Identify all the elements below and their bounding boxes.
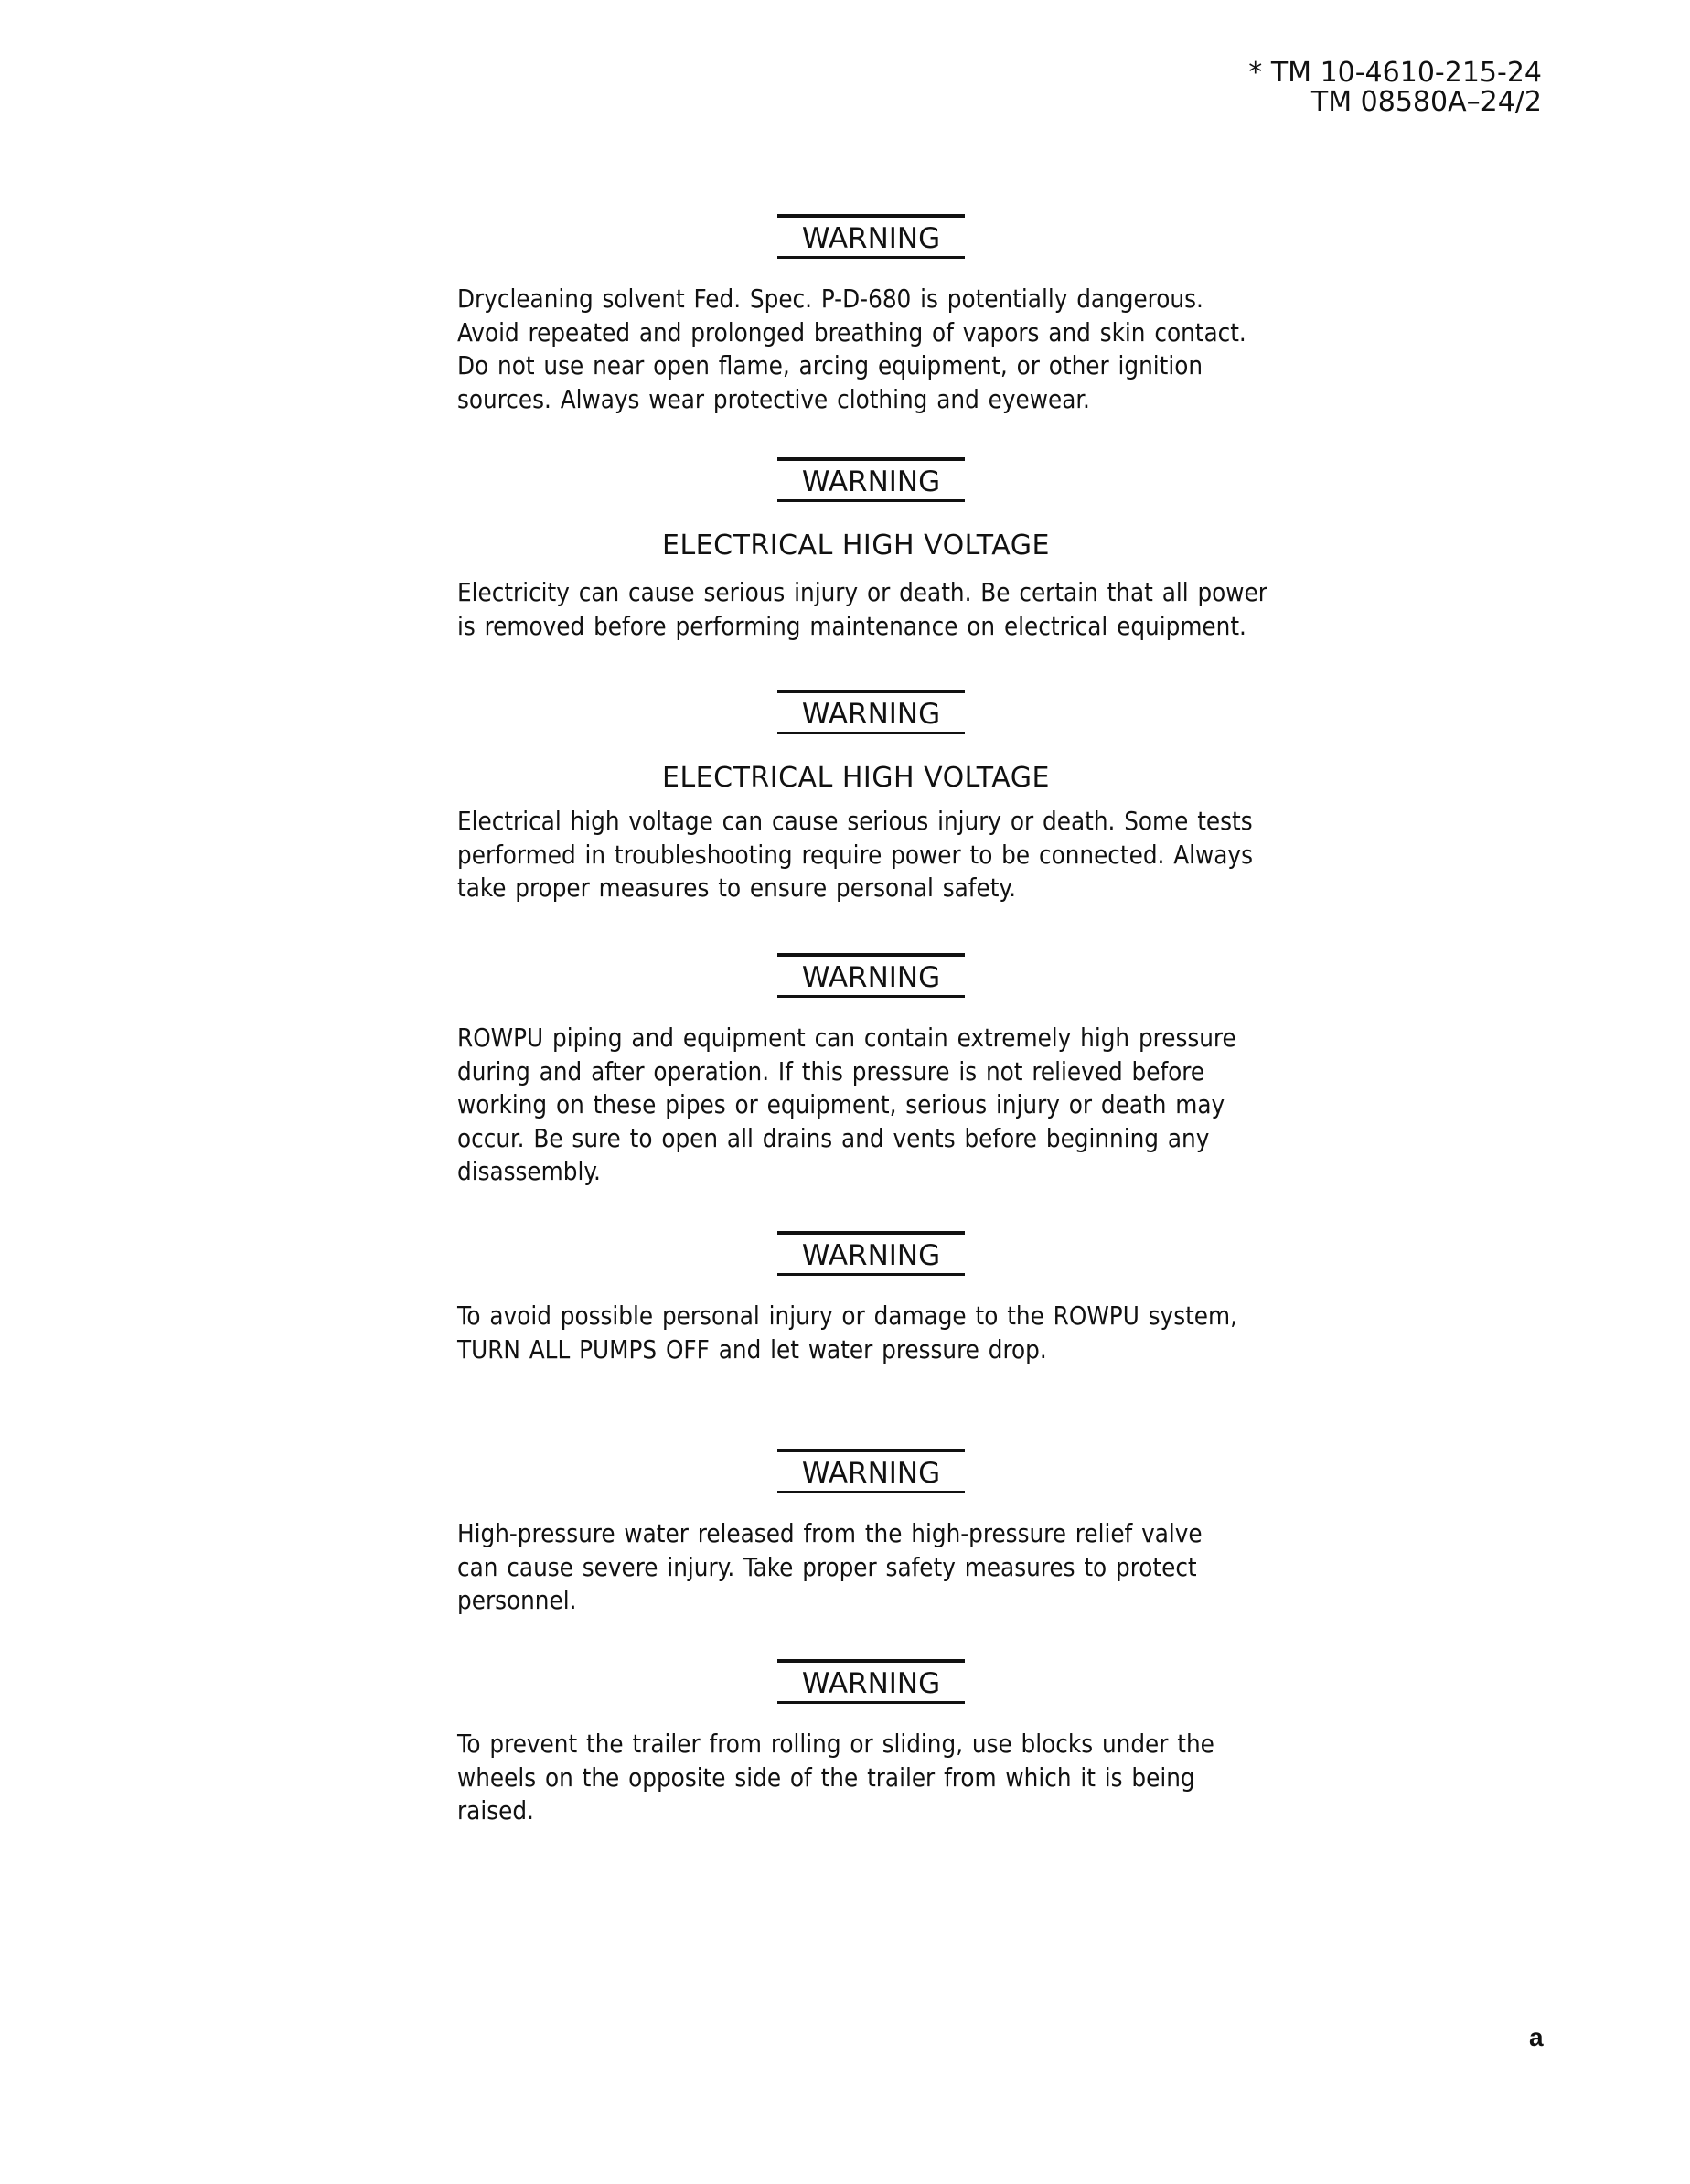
warning-heading: WARNING — [777, 214, 965, 259]
warning-block-electrical-1 — [457, 457, 1317, 643]
warning-block-electrical-2 — [457, 690, 1317, 905]
warning-text: Electrical high voltage can cause serious injury or death. Some tests performed in troubleshooting require power to be connected. Always take proper measures to ensure personal safety. — [457, 807, 1253, 903]
doc-number-secondary: TM 08580A–24/2 — [1310, 86, 1542, 118]
warning-block-pressure — [457, 953, 1317, 1189]
warning-text: Drycleaning solvent Fed. Spec. P-D-680 is potentially dangerous. Avoid repeated and prolonged breathing of vapors and skin contact. Do not use near open flame, arcing equipment, or other ignition sources. Always wear protective clothing and eyewear. — [457, 284, 1246, 414]
warning-block-pumps — [457, 1231, 1317, 1366]
document-header — [1248, 59, 1542, 117]
warning-text: High-pressure water released from the high-pressure relief valve can cause severe injury. Take proper safety measures to protect personnel. — [457, 1519, 1203, 1615]
warning-heading: WARNING — [777, 1231, 965, 1276]
warning-text: To prevent the trailer from rolling or sliding, use blocks under the wheels on the opposite side of the trailer from which it is being raised. — [457, 1729, 1214, 1825]
warning-text: To avoid possible personal injury or damage to the ROWPU system, TURN ALL PUMPS OFF and let water pressure drop. — [457, 1301, 1237, 1365]
warning-heading: WARNING — [777, 690, 965, 734]
warning-heading: WARNING — [777, 953, 965, 998]
page-number: a — [1529, 2023, 1544, 2051]
warning-block-relief-valve — [457, 1449, 1317, 1618]
warning-block-solvent — [457, 214, 1317, 416]
warning-heading: WARNING — [777, 1659, 965, 1704]
warning-subheading: ELECTRICAL HIGH VOLTAGE — [662, 762, 1050, 794]
warning-heading: WARNING — [777, 1449, 965, 1493]
doc-number-primary: * TM 10-4610-215-24 — [1248, 57, 1542, 89]
warning-text: ROWPU piping and equipment can contain extremely high pressure during and after operation. If this pressure is not relieved before working on these pipes or equipment, serious injury or death may occur. Be sure to open all drains and vents before beginning any disassembly. — [457, 1023, 1236, 1186]
warning-block-trailer — [457, 1659, 1317, 1828]
warning-subheading: ELECTRICAL HIGH VOLTAGE — [662, 530, 1050, 562]
warning-heading: WARNING — [777, 457, 965, 502]
warning-text: Electricity can cause serious injury or death. Be certain that all power is removed before performing maintenance on electrical equipment. — [457, 578, 1268, 641]
